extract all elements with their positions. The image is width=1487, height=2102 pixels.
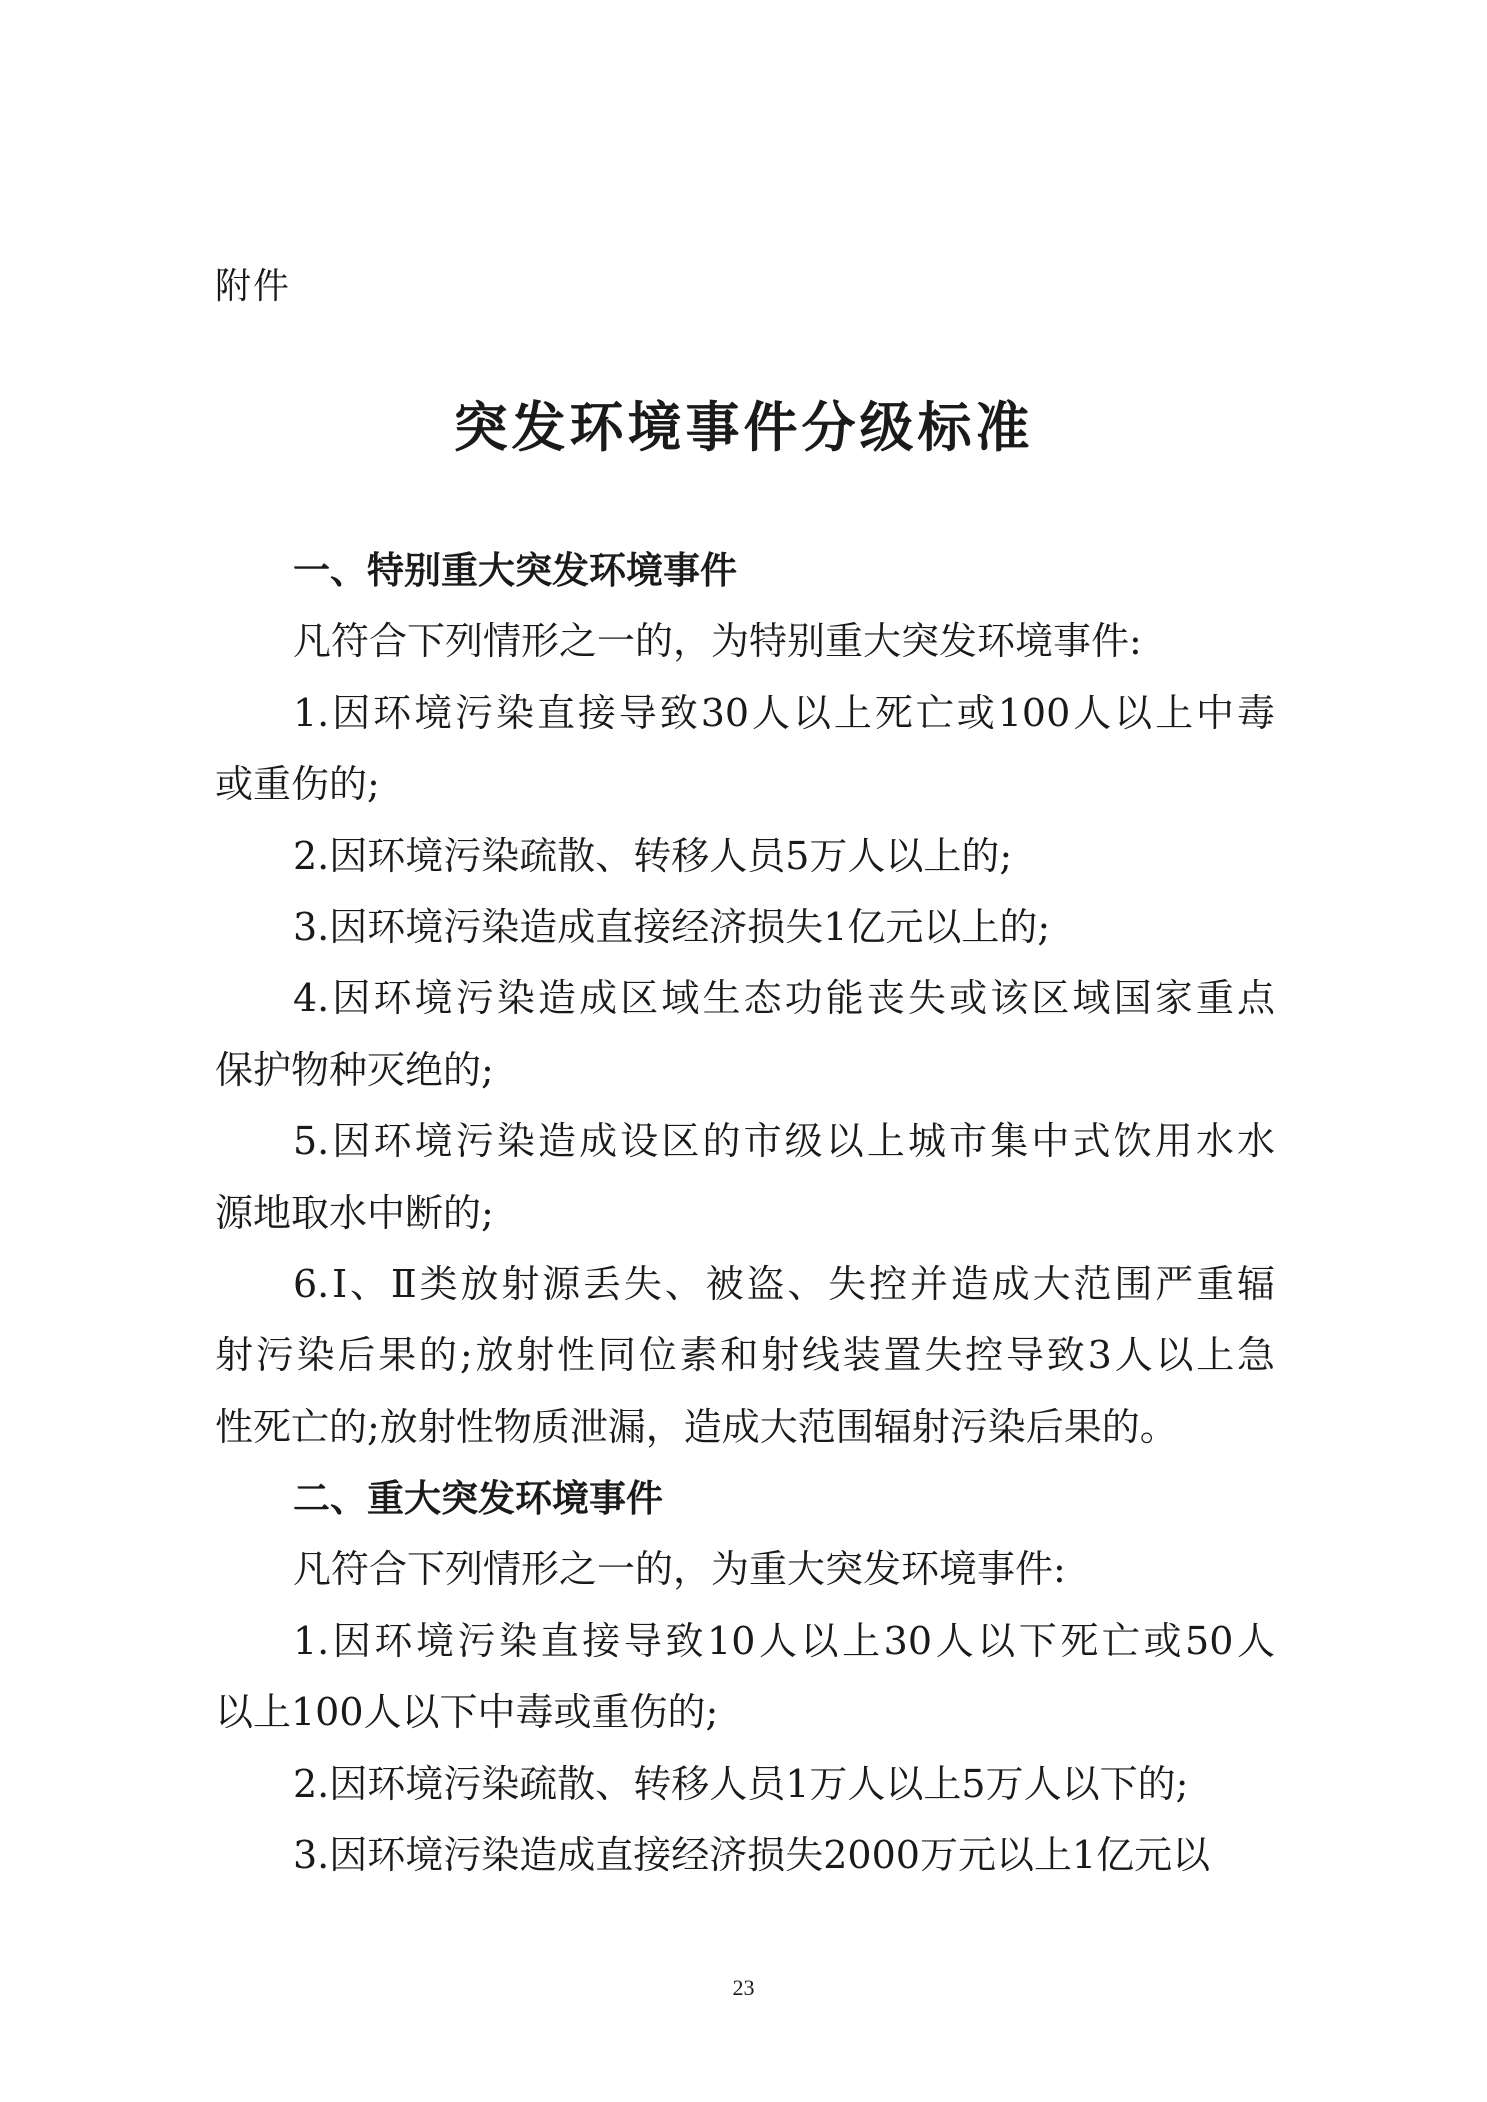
text-line: 射污染后果的;放射性同位素和射线装置失控导致3人以上急	[215, 1333, 1275, 1378]
text-line: 凡符合下列情形之一的，为重大突发环境事件:	[293, 1547, 1066, 1592]
document-title: 突发环境事件分级标准	[453, 395, 1034, 459]
text-line: 凡符合下列情形之一的，为特别重大突发环境事件:	[293, 619, 1142, 664]
text-line: 5.因环境污染造成设区的市级以上城市集中式饮用水水	[293, 1119, 1275, 1164]
text-line: 2.因环境污染疏散、转移人员1万人以上5万人以下的;	[293, 1761, 1189, 1806]
text-line: 源地取水中断的;	[215, 1190, 494, 1235]
text-line: 3.因环境污染造成直接经济损失2000万元以上1亿元以	[293, 1833, 1211, 1878]
text-line: 或重伤的;	[215, 762, 380, 807]
annex-label: 附件	[215, 266, 292, 307]
text-line: 1.因环境污染直接导致10人以上30人以下死亡或50人	[293, 1618, 1275, 1663]
text-line: 6.Ⅰ、Ⅱ类放射源丢失、被盗、失控并造成大范围严重辐	[293, 1261, 1275, 1306]
text-line: 2.因环境污染疏散、转移人员5万人以上的;	[293, 833, 1013, 878]
section-heading: 一、特别重大突发环境事件	[293, 549, 737, 592]
text-line: 4.因环境污染造成区域生态功能丧失或该区域国家重点	[293, 976, 1275, 1021]
text-line: 3.因环境污染造成直接经济损失1亿元以上的;	[293, 904, 1051, 949]
page-number: 23	[732, 1975, 755, 2000]
text-line: 1.因环境污染直接导致30人以上死亡或100人以上中毒	[293, 690, 1275, 735]
text-line: 保护物种灭绝的;	[215, 1047, 494, 1092]
document-body	[215, 535, 1275, 1891]
text-line: 性死亡的;放射性物质泄漏，造成大范围辐射污染后果的。	[215, 1404, 1178, 1449]
text-line: 以上100人以下中毒或重伤的;	[215, 1690, 719, 1735]
section-heading: 二、重大突发环境事件	[293, 1477, 663, 1521]
